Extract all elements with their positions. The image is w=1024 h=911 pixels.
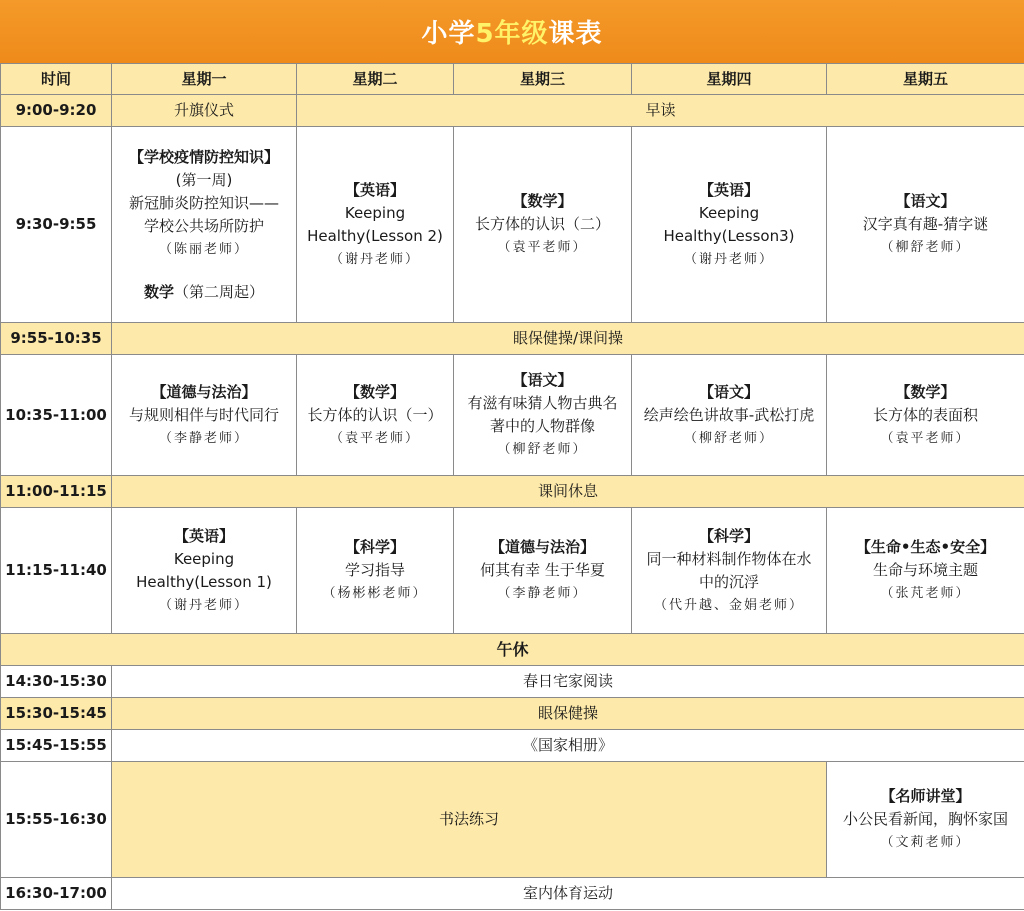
class-cell-tuesday [297,355,454,476]
morning-reading-cell: 早读 [297,95,1024,127]
class-cell-wednesday [454,508,632,634]
lesson-title: 学习指导 [344,561,405,579]
activity-cell: 眼保健操 [112,698,1024,730]
table-row [1,508,1024,634]
table-row [1,355,1024,476]
teacher-name: （李静老师） [158,430,249,446]
title-prefix: 小学 [421,19,476,49]
class-cell-wednesday [454,355,632,476]
subject-label: 【数学】 [512,192,573,210]
table-row [1,666,1024,698]
class-cell-friday [827,508,1024,634]
time-cell: 16:30-17:00 [1,878,112,910]
teacher-name: （柳舒老师） [683,430,774,446]
lesson-title: 有滋有味猜人物古典名 [467,394,618,412]
teacher-name: （谢丹老师） [683,251,774,267]
table-row [1,878,1024,910]
header-tuesday: 星期二 [297,64,454,95]
subject-label: 【科学】 [344,538,405,556]
title-suffix: 课表 [548,19,603,49]
teacher-name: （袁平老师） [329,430,420,446]
class-cell-friday [827,127,1024,323]
table-row [1,127,1024,323]
calligraphy-cell: 书法练习 [112,762,827,878]
class-cell-thursday [632,508,827,634]
teacher-name: （谢丹老师） [329,251,420,267]
table-row [1,95,1024,127]
subject-label: 【英语】 [698,180,759,199]
header-monday: 星期一 [112,64,297,95]
teacher-name: （陈丽老师） [158,241,249,257]
teacher-name: （柳舒老师） [880,240,971,255]
teacher-name: （文莉老师） [880,835,971,850]
time-cell: 10:35-11:00 [1,355,112,476]
class-cell-friday [827,762,1024,878]
teacher-name: （李静老师） [497,586,588,601]
subject-label: 【数学】 [344,382,405,401]
subject-label: 【科学】 [698,526,759,545]
table-row [1,698,1024,730]
lesson-title: 与规则相伴与时代同行 [128,405,279,424]
lesson-title: Healthy(Lesson 2) [307,226,443,245]
subject-label: 【学校疫情防控知识】 [128,147,279,166]
activity-cell: 《国家相册》 [112,730,1024,762]
table-row [1,634,1024,666]
subject-label: 【语文】 [512,371,573,389]
header-thursday: 星期四 [632,64,827,95]
time-cell: 14:30-15:30 [1,666,112,698]
lesson-title: 长方体的表面积 [872,405,978,424]
class-note: (第一周) [175,170,233,189]
lunch-break-cell: 午休 [1,634,1024,666]
time-cell: 11:15-11:40 [1,508,112,634]
lesson-title: 新冠肺炎防控知识—— [128,193,279,212]
class-cell-tuesday [297,508,454,634]
flag-ceremony-cell: 升旗仪式 [112,95,297,127]
subject-label: 数学 [143,282,174,301]
activity-cell: 室内体育运动 [112,878,1024,910]
subject-label: 【道德与法治】 [151,382,257,401]
lesson-title: 著中的人物群像 [489,417,595,435]
subject-label: 【语文】 [895,192,956,210]
subject-label: 【英语】 [173,526,234,545]
class-cell-friday [827,355,1024,476]
header-time: 时间 [1,64,112,95]
lesson-title: 长方体的认识（二） [474,215,610,233]
teacher-name: （谢丹老师） [158,597,249,613]
table-row [1,323,1024,355]
time-cell: 9:55-10:35 [1,323,112,355]
lesson-title: Keeping [698,203,760,222]
subject-label: 【道德与法治】 [489,538,595,556]
teacher-name: （杨彬彬老师） [322,586,428,601]
lesson-title: 何其有幸 生于华夏 [480,561,605,579]
teacher-name: （袁平老师） [497,240,588,255]
time-cell: 15:45-15:55 [1,730,112,762]
teacher-name: （袁平老师） [880,430,971,446]
lesson-title: 中的沉浮 [698,572,759,591]
break-cell: 眼保健操/课间操 [112,323,1024,355]
table-row [1,762,1024,878]
teacher-name: （代升越、金娟老师） [653,597,804,613]
time-cell: 11:00-11:15 [1,476,112,508]
lesson-title: 汉字真有趣-猜字谜 [862,215,989,233]
lesson-title: 长方体的认识（一） [307,405,443,424]
subject-label: 【生命•生态•安全】 [855,538,996,556]
class-cell-thursday [632,127,827,323]
lesson-title: 学校公共场所防护 [143,216,264,235]
teacher-name: （柳舒老师） [497,442,588,457]
lesson-title: Keeping [344,203,406,222]
table-row [1,476,1024,508]
page-title [0,0,1024,63]
class-note: 数学（第二周起） [143,282,265,301]
class-cell-tuesday [297,127,454,323]
activity-cell: 春日宅家阅读 [112,666,1024,698]
subject-label: 【数学】 [895,382,956,401]
lesson-title: Keeping [173,549,235,568]
time-cell: 9:00-9:20 [1,95,112,127]
class-cell-thursday [632,355,827,476]
header-row [1,64,1024,95]
break-cell: 课间休息 [112,476,1024,508]
subject-label: 【语文】 [698,382,759,401]
time-cell: 15:30-15:45 [1,698,112,730]
title-grade: 5年级 [475,19,549,49]
class-cell-monday [112,508,297,634]
class-cell-monday [112,355,297,476]
lesson-title: 同一种材料制作物体在水 [646,549,812,568]
table-row [1,730,1024,762]
lesson-title: 生命与环境主题 [872,561,978,579]
header-friday: 星期五 [827,64,1024,95]
class-cell-monday [112,127,297,323]
lesson-title: 小公民看新闻，胸怀家国 [842,810,1008,828]
teacher-name: （张芃老师） [880,586,971,601]
subject-label: 【名师讲堂】 [880,787,971,805]
schedule-table [0,63,1024,910]
lesson-title: Healthy(Lesson 1) [136,572,272,591]
subject-label: 【英语】 [344,180,405,199]
time-cell: 9:30-9:55 [1,127,112,323]
class-cell-wednesday [454,127,632,323]
time-cell: 15:55-16:30 [1,762,112,878]
lesson-title: Healthy(Lesson3) [663,226,795,245]
lesson-title: 绘声绘色讲故事-武松打虎 [643,405,815,424]
header-wednesday: 星期三 [454,64,632,95]
